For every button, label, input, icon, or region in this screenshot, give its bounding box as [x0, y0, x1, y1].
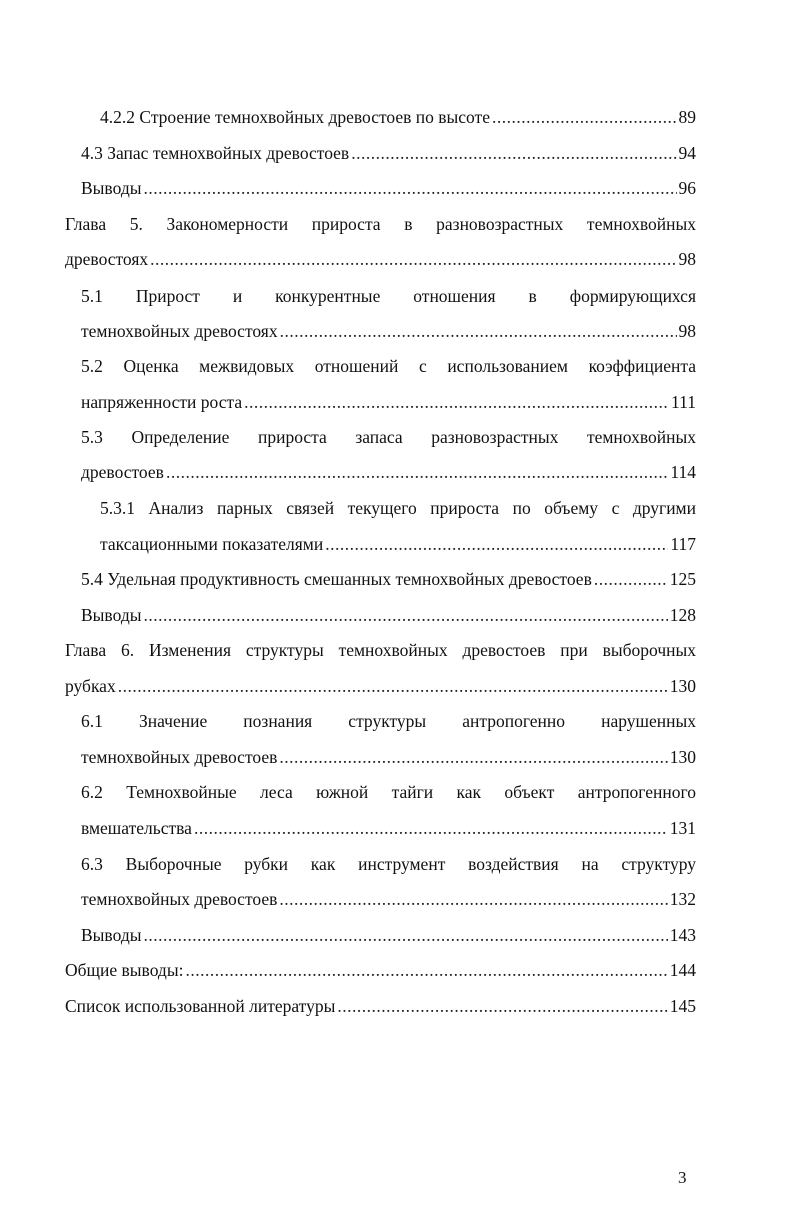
toc-entry	[81, 387, 696, 417]
dot-leader	[594, 564, 668, 594]
toc-entry	[81, 564, 696, 594]
toc-entry-page: 130	[669, 676, 696, 696]
dot-leader	[166, 457, 668, 487]
dot-leader	[143, 920, 667, 950]
toc-entry	[81, 316, 696, 346]
dot-leader	[492, 102, 677, 132]
toc-entry-page: 94	[678, 143, 696, 163]
dot-leader	[279, 742, 667, 772]
toc-entry-first-line: 6.2 Темнохвойные леса южной тайги как объект антропогенного	[81, 782, 696, 802]
toc-entry-page: 125	[669, 569, 696, 589]
dot-leader	[325, 529, 668, 559]
toc-entry-first-line: 5.3 Определение прироста запаса разновозрастных темнохвойных	[81, 427, 696, 447]
toc-entry	[81, 813, 696, 843]
toc-entry-first-line: 6.1 Значение познания структуры антропогенно нарушенных	[81, 711, 696, 731]
toc-entry	[65, 671, 696, 701]
dot-leader	[351, 138, 676, 168]
toc-entry-page: 143	[669, 925, 696, 945]
toc-entry-title: 5.4 Удельная продуктивность смешанных темнохвойных древостоев	[81, 569, 592, 589]
toc-entry-first-line: Глава 6. Изменения структуры темнохвойных древостоев при выборочных	[65, 640, 696, 660]
toc-entry-first-line: 5.1 Прирост и конкурентные отношения в формирующихся	[81, 286, 696, 306]
toc-entry-first-line: 6.3 Выборочные рубки как инструмент воздействия на структуру	[81, 854, 696, 874]
toc-entry-page: 114	[670, 462, 696, 482]
dot-leader	[143, 173, 676, 203]
toc-entry	[81, 173, 696, 203]
toc-entry	[81, 742, 696, 772]
toc-entry	[100, 529, 696, 559]
dot-leader	[150, 244, 676, 274]
dot-leader	[194, 813, 668, 843]
toc-entry-title: темнохвойных древостоев	[81, 889, 278, 909]
toc-entry-title: Выводы	[81, 605, 142, 625]
toc-entry-page: 145	[669, 996, 696, 1016]
dot-leader	[143, 600, 667, 630]
page-number: 3	[678, 1168, 687, 1187]
toc-entry-page: 117	[670, 534, 696, 554]
toc-entry-first-line: 5.3.1 Анализ парных связей текущего прироста по объему с другими	[100, 498, 696, 518]
toc-entry-title: темнохвойных древостоев	[81, 747, 278, 767]
dot-leader	[244, 387, 669, 417]
toc-entry-page: 98	[678, 249, 696, 269]
toc-entry	[100, 102, 696, 132]
toc-entry	[65, 991, 696, 1021]
toc-entry-page: 111	[671, 392, 696, 412]
toc-entry-title: вмешательства	[81, 818, 192, 838]
toc-entry	[65, 955, 696, 985]
toc-entry-title: древостоях	[65, 249, 149, 269]
dot-leader	[118, 671, 668, 701]
toc-entry-title: рубках	[65, 676, 116, 696]
toc-entry-page: 96	[678, 178, 696, 198]
dot-leader	[280, 316, 677, 346]
toc-entry-title: 4.3 Запас темнохвойных древостоев	[81, 143, 350, 163]
toc-entry	[81, 884, 696, 914]
toc-entry-page: 128	[669, 605, 696, 625]
dot-leader	[279, 884, 667, 914]
dot-leader	[185, 955, 667, 985]
toc-entry-first-line: 5.2 Оценка межвидовых отношений с использованием коэффициента	[81, 356, 696, 376]
toc-entry-title: Выводы	[81, 178, 142, 198]
toc-entry-page: 98	[678, 321, 696, 341]
toc-entry-title: древостоев	[81, 462, 164, 482]
toc-entry	[81, 600, 696, 630]
toc-entry-title: Список использованной литературы	[65, 996, 336, 1016]
toc-entry-title: 4.2.2 Строение темнохвойных древостоев по высоте	[100, 107, 490, 127]
toc-entry-title: Выводы	[81, 925, 142, 945]
toc-entry-page: 132	[669, 889, 696, 909]
toc-entry-page: 131	[669, 818, 696, 838]
toc-entry	[65, 244, 696, 274]
toc-entry-page: 130	[669, 747, 696, 767]
toc-entry-title: напряженности роста	[81, 392, 243, 412]
toc-entry	[81, 457, 696, 487]
dot-leader	[337, 991, 667, 1021]
toc-entry-page: 89	[678, 107, 696, 127]
toc-entry-page: 144	[669, 960, 696, 980]
toc-entry	[81, 920, 696, 950]
toc-entry-title: темнохвойных древостоях	[81, 321, 278, 341]
toc-entry	[81, 138, 696, 168]
toc-entry-title: Общие выводы:	[65, 960, 184, 980]
toc-entry-first-line: Глава 5. Закономерности прироста в разновозрастных темнохвойных	[65, 214, 696, 234]
toc-entry-title: таксационными показателями	[100, 534, 324, 554]
